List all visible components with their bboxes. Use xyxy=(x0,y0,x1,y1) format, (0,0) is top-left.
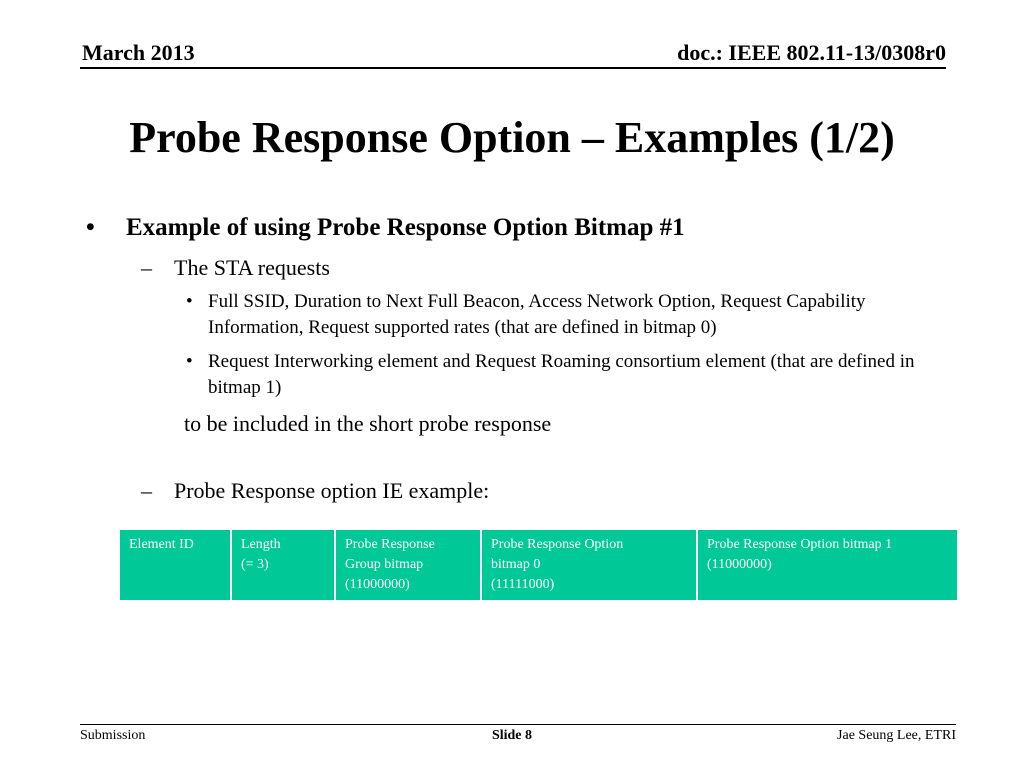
sub-bullet-text: The STA requests xyxy=(174,255,330,280)
cell-line: (11111000) xyxy=(491,577,555,592)
ie-cell-option-bitmap-1 xyxy=(697,530,957,600)
bullet-icon: • xyxy=(186,351,193,372)
cell-line: Length xyxy=(241,537,281,552)
footer-submission: Submission xyxy=(80,728,146,743)
dash-icon: – xyxy=(141,478,152,503)
continuation-text: to be included in the short probe response xyxy=(184,411,552,436)
ie-format-table xyxy=(120,530,957,600)
cell-line: Element ID xyxy=(129,537,194,552)
cell-line: Group bitmap xyxy=(345,557,424,572)
list-item-text: Request Interworking element and Request Roaming consortium element (that are defined in bitmap 1) xyxy=(208,351,915,398)
header-divider xyxy=(80,67,946,69)
table-row xyxy=(120,530,957,600)
slide-title: Probe Response Option – Examples (1/2) xyxy=(129,113,895,162)
list-item xyxy=(186,349,938,401)
ie-cell-element-id xyxy=(120,530,231,600)
ie-cell-length xyxy=(231,530,335,600)
cell-line: (= 3) xyxy=(241,557,269,572)
header-doc-id: doc.: IEEE 802.11-13/0308r0 xyxy=(677,40,946,65)
dash-icon: – xyxy=(141,255,152,280)
sub-bullet-text: Probe Response option IE example: xyxy=(174,478,490,503)
bullet-icon: • xyxy=(186,291,193,312)
cell-line: Probe Response Option bitmap 1 xyxy=(707,537,893,552)
cell-line: bitmap 0 xyxy=(491,557,541,572)
cell-line: (11000000) xyxy=(707,557,772,572)
list-item xyxy=(186,289,938,341)
footer-slide-number: Slide 8 xyxy=(491,728,533,743)
bullet-icon: • xyxy=(86,214,95,241)
footer-author: Jae Seung Lee, ETRI xyxy=(837,728,956,743)
main-bullet-text: Example of using Probe Response Option Bitmap #1 xyxy=(126,214,685,241)
ie-cell-group-bitmap xyxy=(335,530,481,600)
ie-cell-option-bitmap-0 xyxy=(481,530,697,600)
header-date: March 2013 xyxy=(82,40,195,65)
list-item-text: Full SSID, Duration to Next Full Beacon, Access Network Option, Request Capability Information, Request supported rates (that are defined in bitmap 0) xyxy=(208,291,866,338)
cell-line: Probe Response Option xyxy=(491,537,624,552)
footer-divider xyxy=(80,724,956,725)
cell-line: (11000000) xyxy=(345,577,410,592)
cell-line: Probe Response xyxy=(345,537,435,552)
